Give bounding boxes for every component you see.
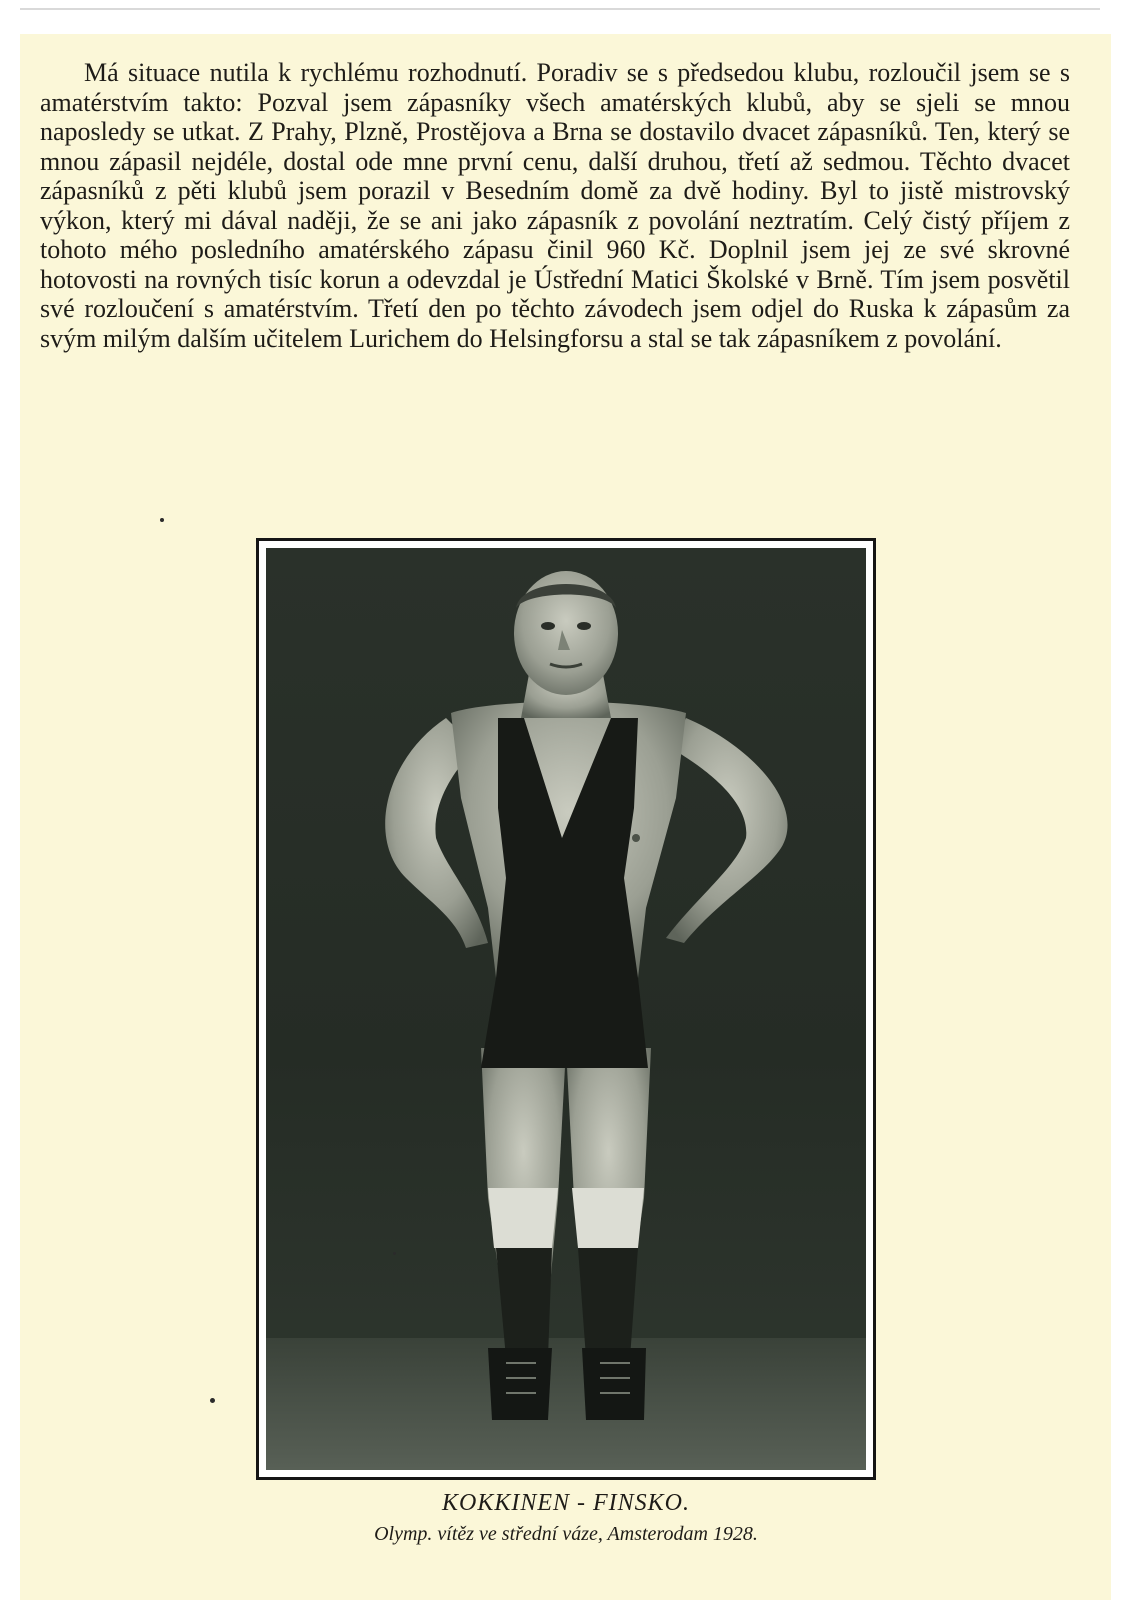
- wrestler-photo-frame: [256, 538, 876, 1480]
- photo-caption-title: KOKKINEN - FINSKO.: [441, 1490, 690, 1516]
- print-speck: [160, 518, 164, 522]
- print-speck: [393, 1252, 396, 1255]
- print-speck: [210, 1398, 215, 1403]
- scan-edge-line: [20, 8, 1100, 10]
- wrestler-portrait-illustration: [266, 548, 866, 1470]
- photo-caption-subtitle: Olymp. vítěz ve střední váze, Amsterodam 1928.: [374, 1523, 758, 1545]
- floor-shadow: [266, 1338, 866, 1470]
- wrestler-head: [514, 571, 618, 718]
- wrestler-photo: [266, 548, 866, 1470]
- body-paragraph: Má situace nutila k rychlému rozhodnutí. Poradiv se s předsedou klubu, rozloučil jsem se s amatérstvím takto: Pozval jsem zápasníky všech amatérských klubů, aby se sjeli se mnou naposledy se utkat. Z Prahy, Plzně, Prostějova a Brna se dostavilo dvacet zápasníků. Ten, který se mnou zápasil nejdéle, dostal ode mne první cenu, další druhou, třetí až sedmou. Těchto dvacet zápasníků z pěti klubů jsem porazil v Besedním domě za dvě hodiny. Byl to jistě mistrovský výkon, který mi dával naději, že se ani jako zápasník z povolání neztratím. Celý čistý příjem z tohoto mého posledního amatérského zápasu činil 960 Kč. Doplnil jsem jej ze své skrovné hotovosti na rovných tisíc korun a odevzdal je Ústřední Matici Školské v Brně. Tím jsem posvětil své rozloučení s amatérstvím. Třetí den po těchto závodech jsem odjel do Ruska k zápasům za svým milým dalším učitelem Lurichem do Helsingforsu a stal se tak zápasníkem z povolání.: [40, 58, 1070, 353]
